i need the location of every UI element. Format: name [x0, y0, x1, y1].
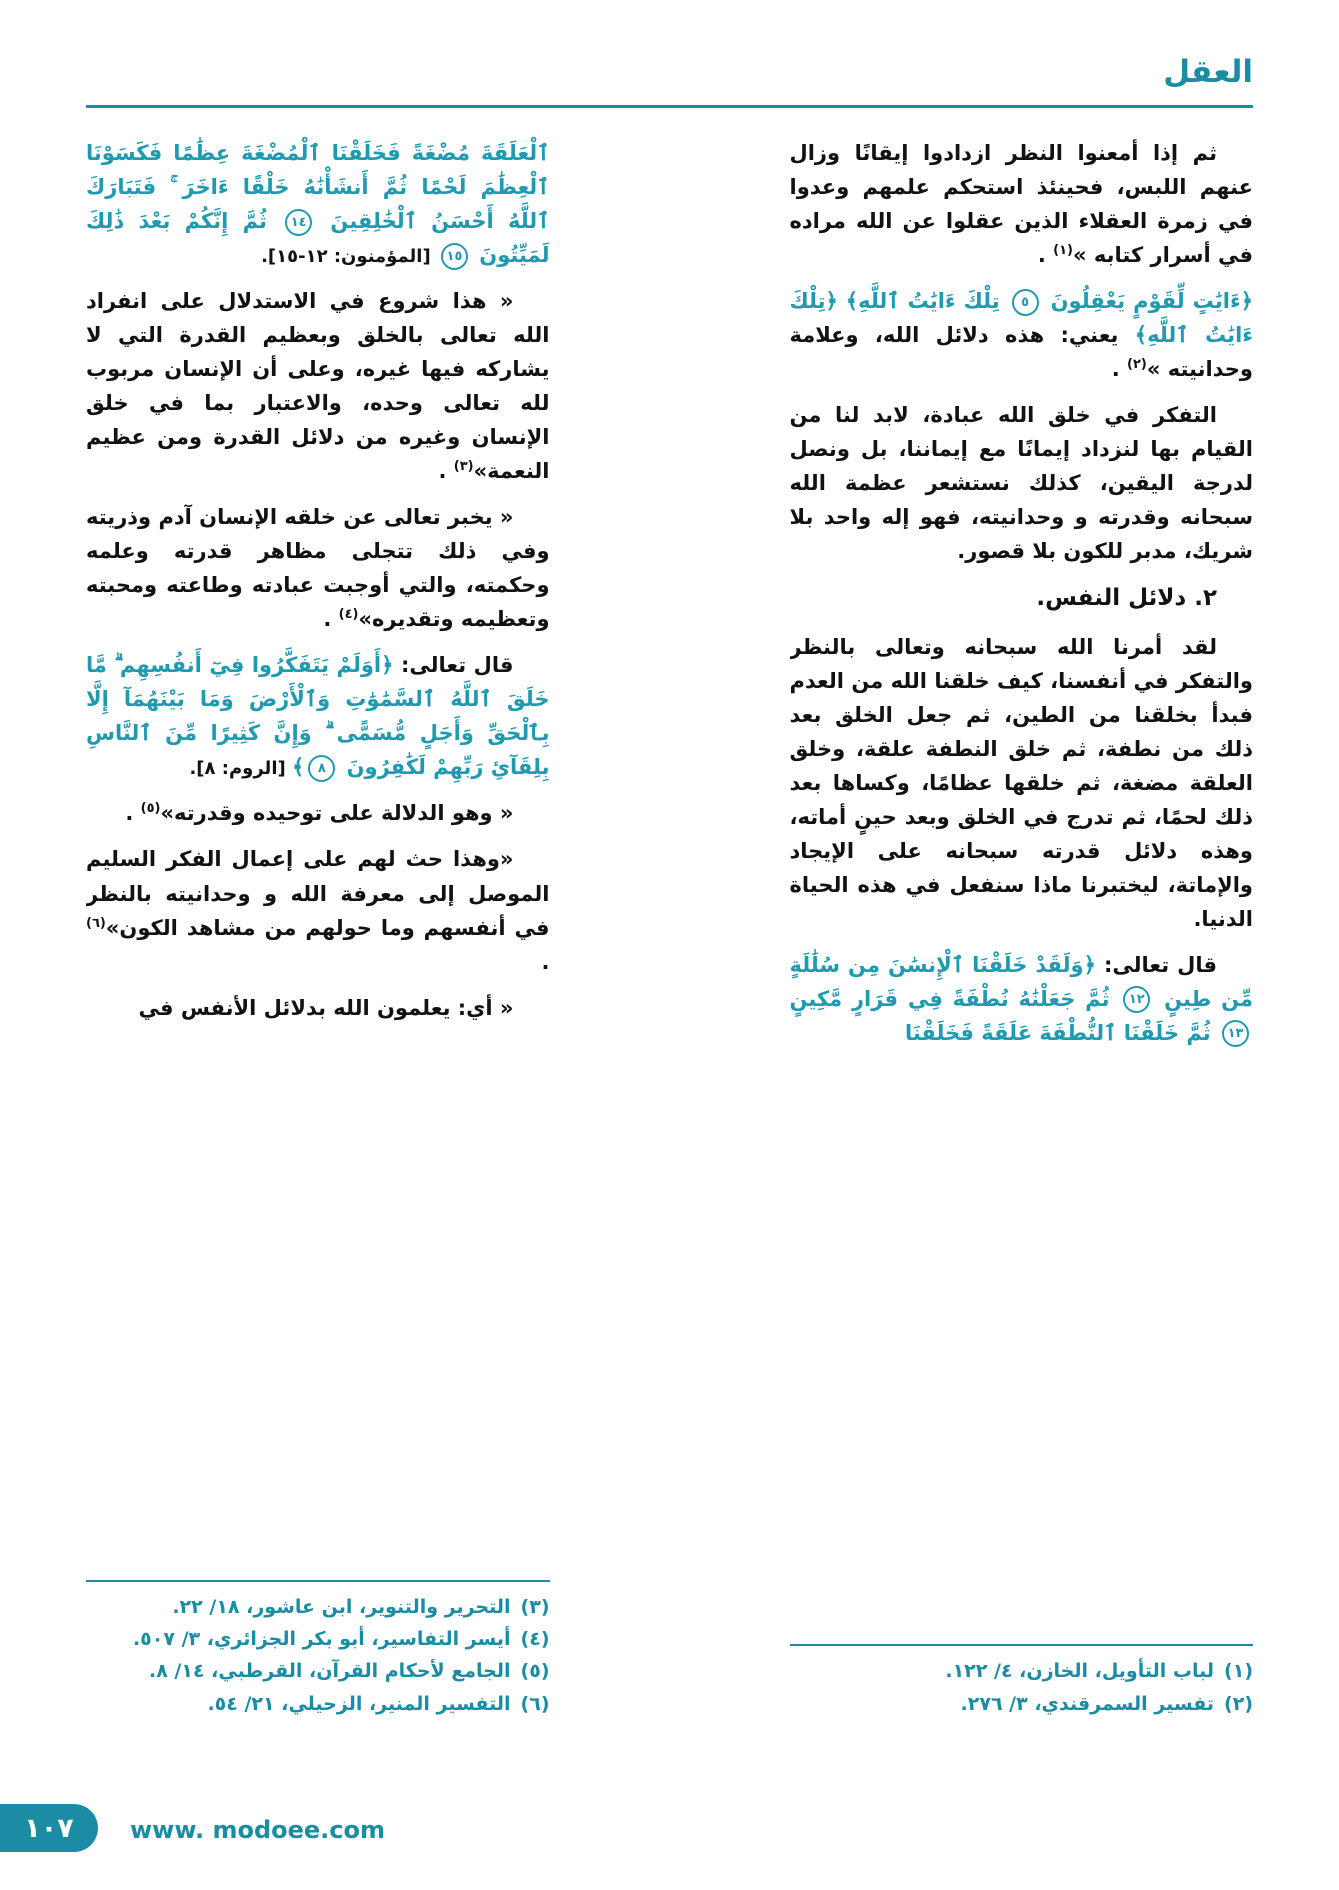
quran-text: تِلْكَ ءَايَٰتُ ٱللَّهِ﴾	[837, 289, 1008, 314]
footnote-number: (٥)	[520, 1660, 550, 1683]
footnote-text: التفسير المنير، الزحيلي، ٢١/ ٥٤.	[207, 1692, 511, 1715]
footnote	[790, 1656, 1254, 1686]
left-column-body	[86, 136, 550, 1721]
paragraph	[86, 991, 550, 1025]
page-header	[86, 54, 1253, 108]
ayah-number: ١٢	[1123, 986, 1150, 1013]
quran-text: ﴾	[291, 755, 305, 780]
footnote	[86, 1656, 550, 1686]
footnote-text: الجامع لأحكام القرآن، القرطبي، ١٤/ ٨.	[148, 1660, 511, 1683]
ayah-number: ٨	[308, 755, 335, 782]
paragraph	[790, 284, 1254, 386]
paragraph	[86, 842, 550, 978]
paragraph	[86, 648, 550, 784]
footnote-ref: (١)	[1053, 243, 1073, 259]
quran-text: ثُمَّ إِنَّكُمْ بَعْدَ ذَٰلِكَ لَمَيِّتُونَ	[86, 209, 550, 268]
footnote-text: تفسير السمرقندي، ٣/ ٢٧٦.	[960, 1692, 1215, 1715]
body-text: .	[125, 801, 141, 826]
left-column-footnotes	[86, 1580, 550, 1722]
footnote-number: (٤)	[520, 1628, 550, 1651]
quran-text: ثُمَّ خَلَقْنَا ٱلنُّطْفَةَ عَلَقَةً فَخَلَقْنَا	[904, 1020, 1218, 1045]
body-text: التفكر في خلق الله عبادة، لابد لنا من القيام بها لنزداد إيمانًا مع إيماننا، بل ونصل لدرجة اليقين، كذلك نستشعر عظمة الله سبحانه وقدرته و وحدانيته، فهو إله واحد بلا شريك، مدبر للكون بلا قصور.	[789, 403, 1253, 564]
page-number: ١٠٧	[24, 1812, 74, 1844]
right-column	[790, 136, 1254, 1721]
two-column-text	[86, 136, 1253, 1721]
body-text: .	[323, 607, 339, 632]
footnote-ref: (٤)	[338, 607, 359, 623]
footnote-ref: (٦)	[86, 915, 106, 931]
body-text: ٢. دلائل النفس.	[1036, 585, 1217, 612]
footnote-number: (١)	[1224, 1660, 1253, 1683]
footnote	[86, 1689, 550, 1719]
body-text: « يخبر تعالى عن خلقه الإنسان آدم وذريته وفي ذلك تتجلى مظاهر قدرته وعلمه وحكمته، والتي أوجبت عبادته وطاعته ومحبته وتعظيمه وتقديره»	[86, 505, 550, 632]
paragraph	[790, 580, 1254, 617]
website-url: www. modoee.com	[130, 1816, 386, 1844]
quran-text: ﴿أَوَلَمْ يَتَفَكَّرُوا فِيٓ أَنفُسِهِم ۗ مَّا خَلَقَ ٱللَّهُ ٱلسَّمَٰوَٰتِ وَٱلْأَرْضَ وَمَا بَيْنَهُمَآ إِلَّا بِٱلْحَقِّ وَأَجَلٍ مُّسَمًّى ۗ وَإِنَّ كَثِيرًا مِّنَ ٱلنَّاسِ بِلِقَآئِ رَبِّهِمْ لَكَٰفِرُونَ	[86, 653, 550, 780]
body-text: .	[541, 949, 550, 974]
body-text: .	[1111, 357, 1127, 382]
body-text: « هذا شروع في الاستدلال على انفراد الله تعالى بالخلق وبعظيم القدرة التي لا يشاركه فيها غيره، وعلى أن الإنسان مربوب لله تعالى وحده، والاعتبار بما في خلق الإنسان وغيره من دلائل القدرة ومن عظيم النعمة»	[86, 289, 550, 484]
paragraph	[790, 136, 1254, 272]
ayah-number: ١٥	[441, 243, 468, 270]
paragraph	[86, 284, 550, 488]
body-text: « وهو الدلالة على توحيده وقدرته»	[160, 801, 514, 826]
right-column-footnotes	[790, 1644, 1254, 1721]
body-text: «وهذا حث لهم على إعمال الفكر السليم الموصل إلى معرفة الله و وحدانيته بالنظر في أنفسهم وما حولهم من مشاهد الكون»	[86, 847, 550, 940]
verse-reference: [المؤمنون: ١٢-١٥].	[261, 246, 437, 268]
quran-text: ﴿تِلْكَ ءَايَٰتُ ٱللَّهِ﴾	[789, 289, 1253, 348]
right-column-body	[790, 136, 1254, 1721]
page-number-badge	[0, 1804, 98, 1852]
paragraph	[86, 500, 550, 636]
page-footer	[0, 1802, 1339, 1852]
quran-text: ﴿وَلَقَدْ خَلَقْنَا ٱلْإِنسَٰنَ مِن سُلَٰلَةٍ مِّن طِينٍ	[789, 952, 1253, 1011]
footnote-text: التحرير والتنوير، ابن عاشور، ١٨/ ٢٢.	[172, 1595, 511, 1618]
footnote-number: (٦)	[520, 1692, 550, 1715]
header-divider	[86, 105, 1253, 108]
quran-text: ٱلْعَلَقَةَ مُضْغَةً فَخَلَقْنَا ٱلْمُضْغَةَ عِظَٰمًا فَكَسَوْنَا ٱلْعِظَٰمَ لَحْمًا ثُمَّ أَنشَأْنَٰهُ خَلْقًا ءَاخَرَ ۚ فَتَبَارَكَ ٱللَّهُ أَحْسَنُ ٱلْخَٰلِقِينَ	[86, 141, 550, 234]
footnote	[790, 1689, 1254, 1719]
left-column	[86, 136, 550, 1721]
paragraph	[790, 630, 1254, 936]
footnote-ref: (٣)	[453, 459, 474, 475]
footnote-number: (٣)	[520, 1595, 550, 1618]
footnote-ref: (٥)	[140, 801, 161, 817]
footnote	[86, 1624, 550, 1654]
paragraph	[790, 398, 1254, 568]
body-text: لقد أمرنا الله سبحانه وتعالى بالنظر والتفكر في أنفسنا، كيف خلقنا الله من العدم فبدأ بخلقنا من الطين، ثم جعل الخلق بعد ذلك من نطفة، ثم خلق النطفة علقة، وخلق العلقة مضغة، ثم خلقها عظامًا، وكساها بعد ذلك لحمًا، ثم تدرج في الخلق وبعد حينٍ أماته، وهذه دلائل قدرته سبحانه على الإيجاد والإماتة، ليختبرنا ماذا سنفعل في هذه الحياة الدنيا.	[789, 634, 1253, 931]
body-text: .	[1037, 243, 1054, 268]
body-text: .	[438, 459, 454, 484]
verse-reference: [الروم: ٨].	[189, 758, 292, 780]
quran-text: ﴿ءَايَٰتٍ لِّقَوْمٍ يَعْقِلُونَ	[1042, 289, 1253, 314]
ayah-number: ١٤	[285, 209, 312, 236]
footnote-text: أيسر التفاسير، أبو بكر الجزائري، ٣/ ٥٠٧.	[132, 1628, 511, 1651]
body-text: ثم إذا أمعنوا النظر ازدادوا إيقانًا وزال عنهم اللبس، فحينئذ استحكم علمهم وعدوا في زمرة العقلاء الذين عقلوا عن الله مراده في أسرار كتابه »	[789, 141, 1253, 268]
body-text: « أي: يعلمون الله بدلائل الأنفس في	[138, 995, 514, 1020]
quran-text: ثُمَّ جَعَلْنَٰهُ نُطْفَةً فِي قَرَارٍ مَّكِينٍ	[789, 986, 1120, 1011]
ayah-number: ٥	[1012, 289, 1039, 316]
paragraph	[790, 948, 1254, 1050]
footnote	[86, 1592, 550, 1622]
body-text: قال تعالى:	[393, 653, 514, 678]
chapter-title: العقل	[1163, 54, 1253, 90]
paragraph	[86, 136, 550, 272]
body-text: قال تعالى:	[1095, 952, 1217, 977]
footnote-number: (٢)	[1224, 1692, 1253, 1715]
footnote-ref: (٢)	[1126, 357, 1147, 373]
ayah-number: ١٣	[1222, 1020, 1249, 1047]
paragraph	[86, 796, 550, 830]
footnote-text: لباب التأويل، الخازن، ٤/ ١٢٢.	[945, 1660, 1215, 1683]
body-text: يعني: هذه دلائل الله، وعلامة وحدانيته »	[789, 323, 1253, 382]
